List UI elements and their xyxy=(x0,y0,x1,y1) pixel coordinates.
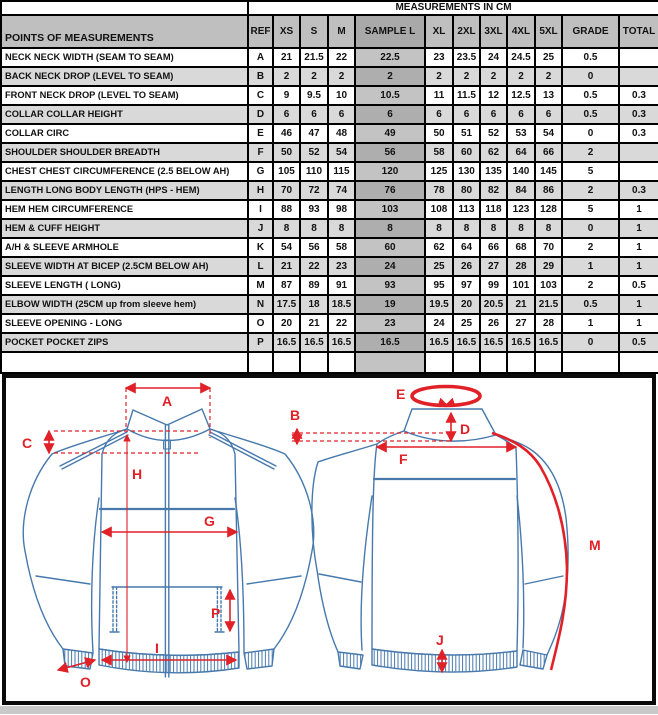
value-cell: 1 xyxy=(619,257,658,276)
value-cell: 24 xyxy=(425,314,453,333)
value-cell: 13 xyxy=(535,86,562,105)
callout-g: G xyxy=(204,513,215,529)
value-cell: 95 xyxy=(425,276,453,295)
value-cell: 23 xyxy=(328,257,355,276)
row-ref: K xyxy=(248,238,273,257)
value-cell: 8 xyxy=(535,219,562,238)
value-cell: 16.5 xyxy=(273,333,300,352)
value-cell: 52 xyxy=(480,124,507,143)
table-row xyxy=(1,314,658,333)
value-cell: 2 xyxy=(300,67,328,86)
value-cell: 2 xyxy=(562,276,619,295)
value-cell: 1 xyxy=(619,295,658,314)
value-cell: 6 xyxy=(453,105,480,124)
row-label: COLLAR CIRC xyxy=(1,124,248,143)
value-cell: 23.5 xyxy=(453,48,480,67)
column-header: S xyxy=(300,15,328,48)
value-cell: 2 xyxy=(328,67,355,86)
value-cell: 8 xyxy=(453,219,480,238)
value-cell: 50 xyxy=(425,124,453,143)
empty-cell xyxy=(535,352,562,373)
empty-cell xyxy=(453,352,480,373)
row-ref: A xyxy=(248,48,273,67)
empty-cell xyxy=(1,352,248,373)
value-cell: 27 xyxy=(507,314,535,333)
value-cell: 1 xyxy=(619,238,658,257)
value-cell: 86 xyxy=(535,181,562,200)
value-cell: 2 xyxy=(273,67,300,86)
value-cell: 78 xyxy=(425,181,453,200)
row-label: HEM HEM CIRCUMFERENCE xyxy=(1,200,248,219)
value-cell: 87 xyxy=(273,276,300,295)
callout-f: F xyxy=(399,451,408,467)
table-row xyxy=(1,219,658,238)
value-cell: 22 xyxy=(300,257,328,276)
value-cell: 6 xyxy=(328,105,355,124)
table-row xyxy=(1,181,658,200)
value-cell: 21 xyxy=(300,314,328,333)
callout-p: P xyxy=(211,605,221,621)
column-header: XS xyxy=(273,15,300,48)
value-cell: 20 xyxy=(273,314,300,333)
value-cell: 103 xyxy=(355,200,425,219)
value-cell: 27 xyxy=(480,257,507,276)
value-cell: 23 xyxy=(355,314,425,333)
value-cell: 1 xyxy=(562,314,619,333)
value-cell: 21 xyxy=(273,257,300,276)
value-cell xyxy=(619,48,658,67)
row-ref: N xyxy=(248,295,273,314)
value-cell: 49 xyxy=(355,124,425,143)
value-cell: 135 xyxy=(480,162,507,181)
table-row xyxy=(1,86,658,105)
value-cell: 60 xyxy=(355,238,425,257)
value-cell: 26 xyxy=(480,314,507,333)
table-row xyxy=(1,238,658,257)
value-cell: 20 xyxy=(453,295,480,314)
value-cell: 0.5 xyxy=(562,48,619,67)
value-cell: 70 xyxy=(273,181,300,200)
value-cell: 8 xyxy=(355,219,425,238)
table-row xyxy=(1,105,658,124)
value-cell: 72 xyxy=(300,181,328,200)
value-cell: 2 xyxy=(453,67,480,86)
value-cell: 1 xyxy=(619,200,658,219)
callout-o: O xyxy=(80,674,91,690)
value-cell: 24 xyxy=(355,257,425,276)
value-cell: 113 xyxy=(453,200,480,219)
value-cell: 53 xyxy=(507,124,535,143)
value-cell: 97 xyxy=(453,276,480,295)
value-cell: 46 xyxy=(273,124,300,143)
value-cell: 20.5 xyxy=(480,295,507,314)
value-cell: 8 xyxy=(480,219,507,238)
value-cell: 8 xyxy=(300,219,328,238)
value-cell: 58 xyxy=(328,238,355,257)
row-label: SLEEVE OPENING - LONG xyxy=(1,314,248,333)
front-jacket-drawing xyxy=(23,409,313,677)
row-ref: P xyxy=(248,333,273,352)
value-cell: 0 xyxy=(562,124,619,143)
value-cell: 5 xyxy=(562,162,619,181)
row-label: SLEEVE WIDTH AT BICEP (2.5CM BELOW AH) xyxy=(1,257,248,276)
table-row xyxy=(1,48,658,67)
value-cell: 6 xyxy=(273,105,300,124)
row-ref: E xyxy=(248,124,273,143)
value-cell: 0 xyxy=(562,219,619,238)
value-cell: 54 xyxy=(273,238,300,257)
row-label: ELBOW WIDTH (25CM up from sleeve hem) xyxy=(1,295,248,314)
row-label: CHEST CHEST CIRCUMFERENCE (2.5 BELOW AH) xyxy=(1,162,248,181)
row-label: BACK NECK DROP (LEVEL TO SEAM) xyxy=(1,67,248,86)
value-cell: 88 xyxy=(273,200,300,219)
value-cell: 70 xyxy=(535,238,562,257)
value-cell: 1 xyxy=(619,314,658,333)
row-label: SLEEVE LENGTH ( LONG) xyxy=(1,276,248,295)
value-cell: 12.5 xyxy=(507,86,535,105)
value-cell: 16.5 xyxy=(480,333,507,352)
value-cell: 0.5 xyxy=(562,105,619,124)
value-cell: 82 xyxy=(480,181,507,200)
value-cell: 54 xyxy=(328,143,355,162)
column-header: 3XL xyxy=(480,15,507,48)
value-cell: 145 xyxy=(535,162,562,181)
empty-cell xyxy=(328,352,355,373)
table-row xyxy=(1,200,658,219)
value-cell: 91 xyxy=(328,276,355,295)
value-cell: 22 xyxy=(328,48,355,67)
points-of-measurements-header: POINTS OF MEASUREMENTS xyxy=(1,15,248,48)
value-cell: 2 xyxy=(562,238,619,257)
value-cell: 76 xyxy=(355,181,425,200)
value-cell: 50 xyxy=(273,143,300,162)
value-cell: 98 xyxy=(328,200,355,219)
value-cell: 28 xyxy=(507,257,535,276)
row-ref: O xyxy=(248,314,273,333)
value-cell: 66 xyxy=(480,238,507,257)
row-ref: C xyxy=(248,86,273,105)
empty-cell xyxy=(273,352,300,373)
callout-j: J xyxy=(436,632,444,648)
value-cell: 9.5 xyxy=(300,86,328,105)
value-cell xyxy=(619,162,658,181)
row-ref: B xyxy=(248,67,273,86)
value-cell: 23 xyxy=(425,48,453,67)
empty-cell xyxy=(480,352,507,373)
value-cell: 6 xyxy=(300,105,328,124)
value-cell: 16.5 xyxy=(453,333,480,352)
empty-cell xyxy=(248,352,273,373)
value-cell: 6 xyxy=(425,105,453,124)
value-cell: 18.5 xyxy=(328,295,355,314)
row-ref: D xyxy=(248,105,273,124)
value-cell: 12 xyxy=(480,86,507,105)
value-cell: 2 xyxy=(562,143,619,162)
value-cell: 89 xyxy=(300,276,328,295)
table-title: MEASUREMENTS IN CM xyxy=(248,1,658,15)
value-cell: 118 xyxy=(480,200,507,219)
row-label: LENGTH LONG BODY LENGTH (HPS - HEM) xyxy=(1,181,248,200)
column-header: SAMPLE L xyxy=(355,15,425,48)
value-cell: 128 xyxy=(535,200,562,219)
column-header: XL xyxy=(425,15,453,48)
value-cell: 8 xyxy=(273,219,300,238)
column-header: M xyxy=(328,15,355,48)
table-row xyxy=(1,143,658,162)
callout-m: M xyxy=(589,537,601,553)
callout-c: C xyxy=(22,435,33,451)
empty-cell xyxy=(507,352,535,373)
value-cell: 10.5 xyxy=(355,86,425,105)
value-cell: 0.5 xyxy=(619,276,658,295)
row-label: FRONT NECK DROP (LEVEL TO SEAM) xyxy=(1,86,248,105)
value-cell: 93 xyxy=(300,200,328,219)
value-cell: 2 xyxy=(480,67,507,86)
value-cell: 58 xyxy=(425,143,453,162)
callout-e: E xyxy=(396,386,406,402)
callout-b: B xyxy=(290,407,301,423)
value-cell: 103 xyxy=(535,276,562,295)
value-cell: 52 xyxy=(300,143,328,162)
value-cell: 110 xyxy=(300,162,328,181)
value-cell: 56 xyxy=(300,238,328,257)
value-cell: 18 xyxy=(300,295,328,314)
value-cell: 74 xyxy=(328,181,355,200)
value-cell: 47 xyxy=(300,124,328,143)
column-header: 4XL xyxy=(507,15,535,48)
value-cell: 66 xyxy=(535,143,562,162)
value-cell: 0.3 xyxy=(619,105,658,124)
column-header: 2XL xyxy=(453,15,480,48)
column-header: 5XL xyxy=(535,15,562,48)
value-cell: 60 xyxy=(453,143,480,162)
row-ref: G xyxy=(248,162,273,181)
empty-cell xyxy=(619,352,658,373)
value-cell: 25 xyxy=(535,48,562,67)
value-cell: 0.3 xyxy=(619,181,658,200)
table-row xyxy=(1,124,658,143)
value-cell: 25 xyxy=(453,314,480,333)
value-cell: 105 xyxy=(273,162,300,181)
value-cell: 125 xyxy=(425,162,453,181)
value-cell: 17.5 xyxy=(273,295,300,314)
value-cell: 0 xyxy=(562,67,619,86)
value-cell: 93 xyxy=(355,276,425,295)
empty-cell xyxy=(300,352,328,373)
table-row xyxy=(1,67,658,86)
value-cell: 19 xyxy=(355,295,425,314)
empty-row xyxy=(1,352,658,373)
value-cell: 99 xyxy=(480,276,507,295)
value-cell: 16.5 xyxy=(535,333,562,352)
bottom-gray-strip xyxy=(0,706,658,714)
callout-i: I xyxy=(155,640,159,656)
value-cell: 64 xyxy=(453,238,480,257)
empty-cell xyxy=(562,352,619,373)
value-cell: 25 xyxy=(425,257,453,276)
value-cell: 2 xyxy=(355,67,425,86)
row-label: SHOULDER SHOULDER BREADTH xyxy=(1,143,248,162)
value-cell: 68 xyxy=(507,238,535,257)
value-cell: 6 xyxy=(535,105,562,124)
empty-cell xyxy=(355,352,425,373)
value-cell: 2 xyxy=(425,67,453,86)
value-cell: 24.5 xyxy=(507,48,535,67)
value-cell: 2 xyxy=(535,67,562,86)
row-ref: I xyxy=(248,200,273,219)
callout-a: A xyxy=(162,393,173,409)
value-cell: 108 xyxy=(425,200,453,219)
value-cell: 29 xyxy=(535,257,562,276)
value-cell: 2 xyxy=(562,181,619,200)
value-cell: 24 xyxy=(480,48,507,67)
table-row xyxy=(1,295,658,314)
table-title-row xyxy=(1,1,658,15)
value-cell: 2 xyxy=(507,67,535,86)
value-cell: 16.5 xyxy=(355,333,425,352)
row-label: HEM & CUFF HEIGHT xyxy=(1,219,248,238)
row-ref: J xyxy=(248,219,273,238)
value-cell: 62 xyxy=(480,143,507,162)
callout-d: D xyxy=(460,421,471,437)
value-cell: 22.5 xyxy=(355,48,425,67)
value-cell xyxy=(619,67,658,86)
table-row xyxy=(1,257,658,276)
size-table-body xyxy=(1,1,658,373)
row-label: NECK NECK WIDTH (SEAM TO SEAM) xyxy=(1,48,248,67)
value-cell: 1 xyxy=(562,257,619,276)
value-cell: 21 xyxy=(273,48,300,67)
value-cell: 11.5 xyxy=(453,86,480,105)
value-cell: 123 xyxy=(507,200,535,219)
value-cell: 64 xyxy=(507,143,535,162)
value-cell: 11 xyxy=(425,86,453,105)
value-cell: 0.3 xyxy=(619,124,658,143)
value-cell: 16.5 xyxy=(328,333,355,352)
garment-diagram-frame xyxy=(2,374,656,705)
value-cell: 19.5 xyxy=(425,295,453,314)
value-cell: 16.5 xyxy=(300,333,328,352)
callout-h: H xyxy=(132,466,143,482)
row-ref: H xyxy=(248,181,273,200)
value-cell: 0 xyxy=(562,333,619,352)
column-header: REF xyxy=(248,15,273,48)
row-ref: F xyxy=(248,143,273,162)
value-cell: 56 xyxy=(355,143,425,162)
value-cell: 16.5 xyxy=(425,333,453,352)
value-cell: 8 xyxy=(507,219,535,238)
value-cell: 0.5 xyxy=(562,86,619,105)
value-cell: 28 xyxy=(535,314,562,333)
value-cell: 6 xyxy=(480,105,507,124)
value-cell: 0.3 xyxy=(619,86,658,105)
value-cell: 26 xyxy=(453,257,480,276)
value-cell: 140 xyxy=(507,162,535,181)
value-cell: 8 xyxy=(425,219,453,238)
value-cell: 80 xyxy=(453,181,480,200)
value-cell: 0.5 xyxy=(562,295,619,314)
garment-diagram xyxy=(6,378,650,701)
row-ref: M xyxy=(248,276,273,295)
row-label: A/H & SLEEVE ARMHOLE xyxy=(1,238,248,257)
value-cell: 21.5 xyxy=(300,48,328,67)
value-cell: 6 xyxy=(355,105,425,124)
value-cell: 6 xyxy=(507,105,535,124)
column-header: GRADE xyxy=(562,15,619,48)
row-label: COLLAR COLLAR HEIGHT xyxy=(1,105,248,124)
table-row xyxy=(1,162,658,181)
value-cell: 16.5 xyxy=(507,333,535,352)
value-cell: 120 xyxy=(355,162,425,181)
title-spacer xyxy=(1,1,248,15)
value-cell: 51 xyxy=(453,124,480,143)
value-cell: 54 xyxy=(535,124,562,143)
value-cell: 0.5 xyxy=(619,333,658,352)
value-cell: 48 xyxy=(328,124,355,143)
value-cell: 9 xyxy=(273,86,300,105)
column-header: TOTAL xyxy=(619,15,658,48)
value-cell: 8 xyxy=(328,219,355,238)
empty-cell xyxy=(425,352,453,373)
value-cell: 10 xyxy=(328,86,355,105)
value-cell: 21 xyxy=(507,295,535,314)
value-cell: 115 xyxy=(328,162,355,181)
value-cell: 21.5 xyxy=(535,295,562,314)
column-header-row xyxy=(1,15,658,48)
table-row xyxy=(1,276,658,295)
table-row xyxy=(1,333,658,352)
row-ref: L xyxy=(248,257,273,276)
value-cell: 62 xyxy=(425,238,453,257)
row-label: POCKET POCKET ZIPS xyxy=(1,333,248,352)
value-cell: 5 xyxy=(562,200,619,219)
value-cell: 22 xyxy=(328,314,355,333)
value-cell: 101 xyxy=(507,276,535,295)
value-cell: 1 xyxy=(619,219,658,238)
value-cell: 84 xyxy=(507,181,535,200)
value-cell: 130 xyxy=(453,162,480,181)
value-cell xyxy=(619,143,658,162)
